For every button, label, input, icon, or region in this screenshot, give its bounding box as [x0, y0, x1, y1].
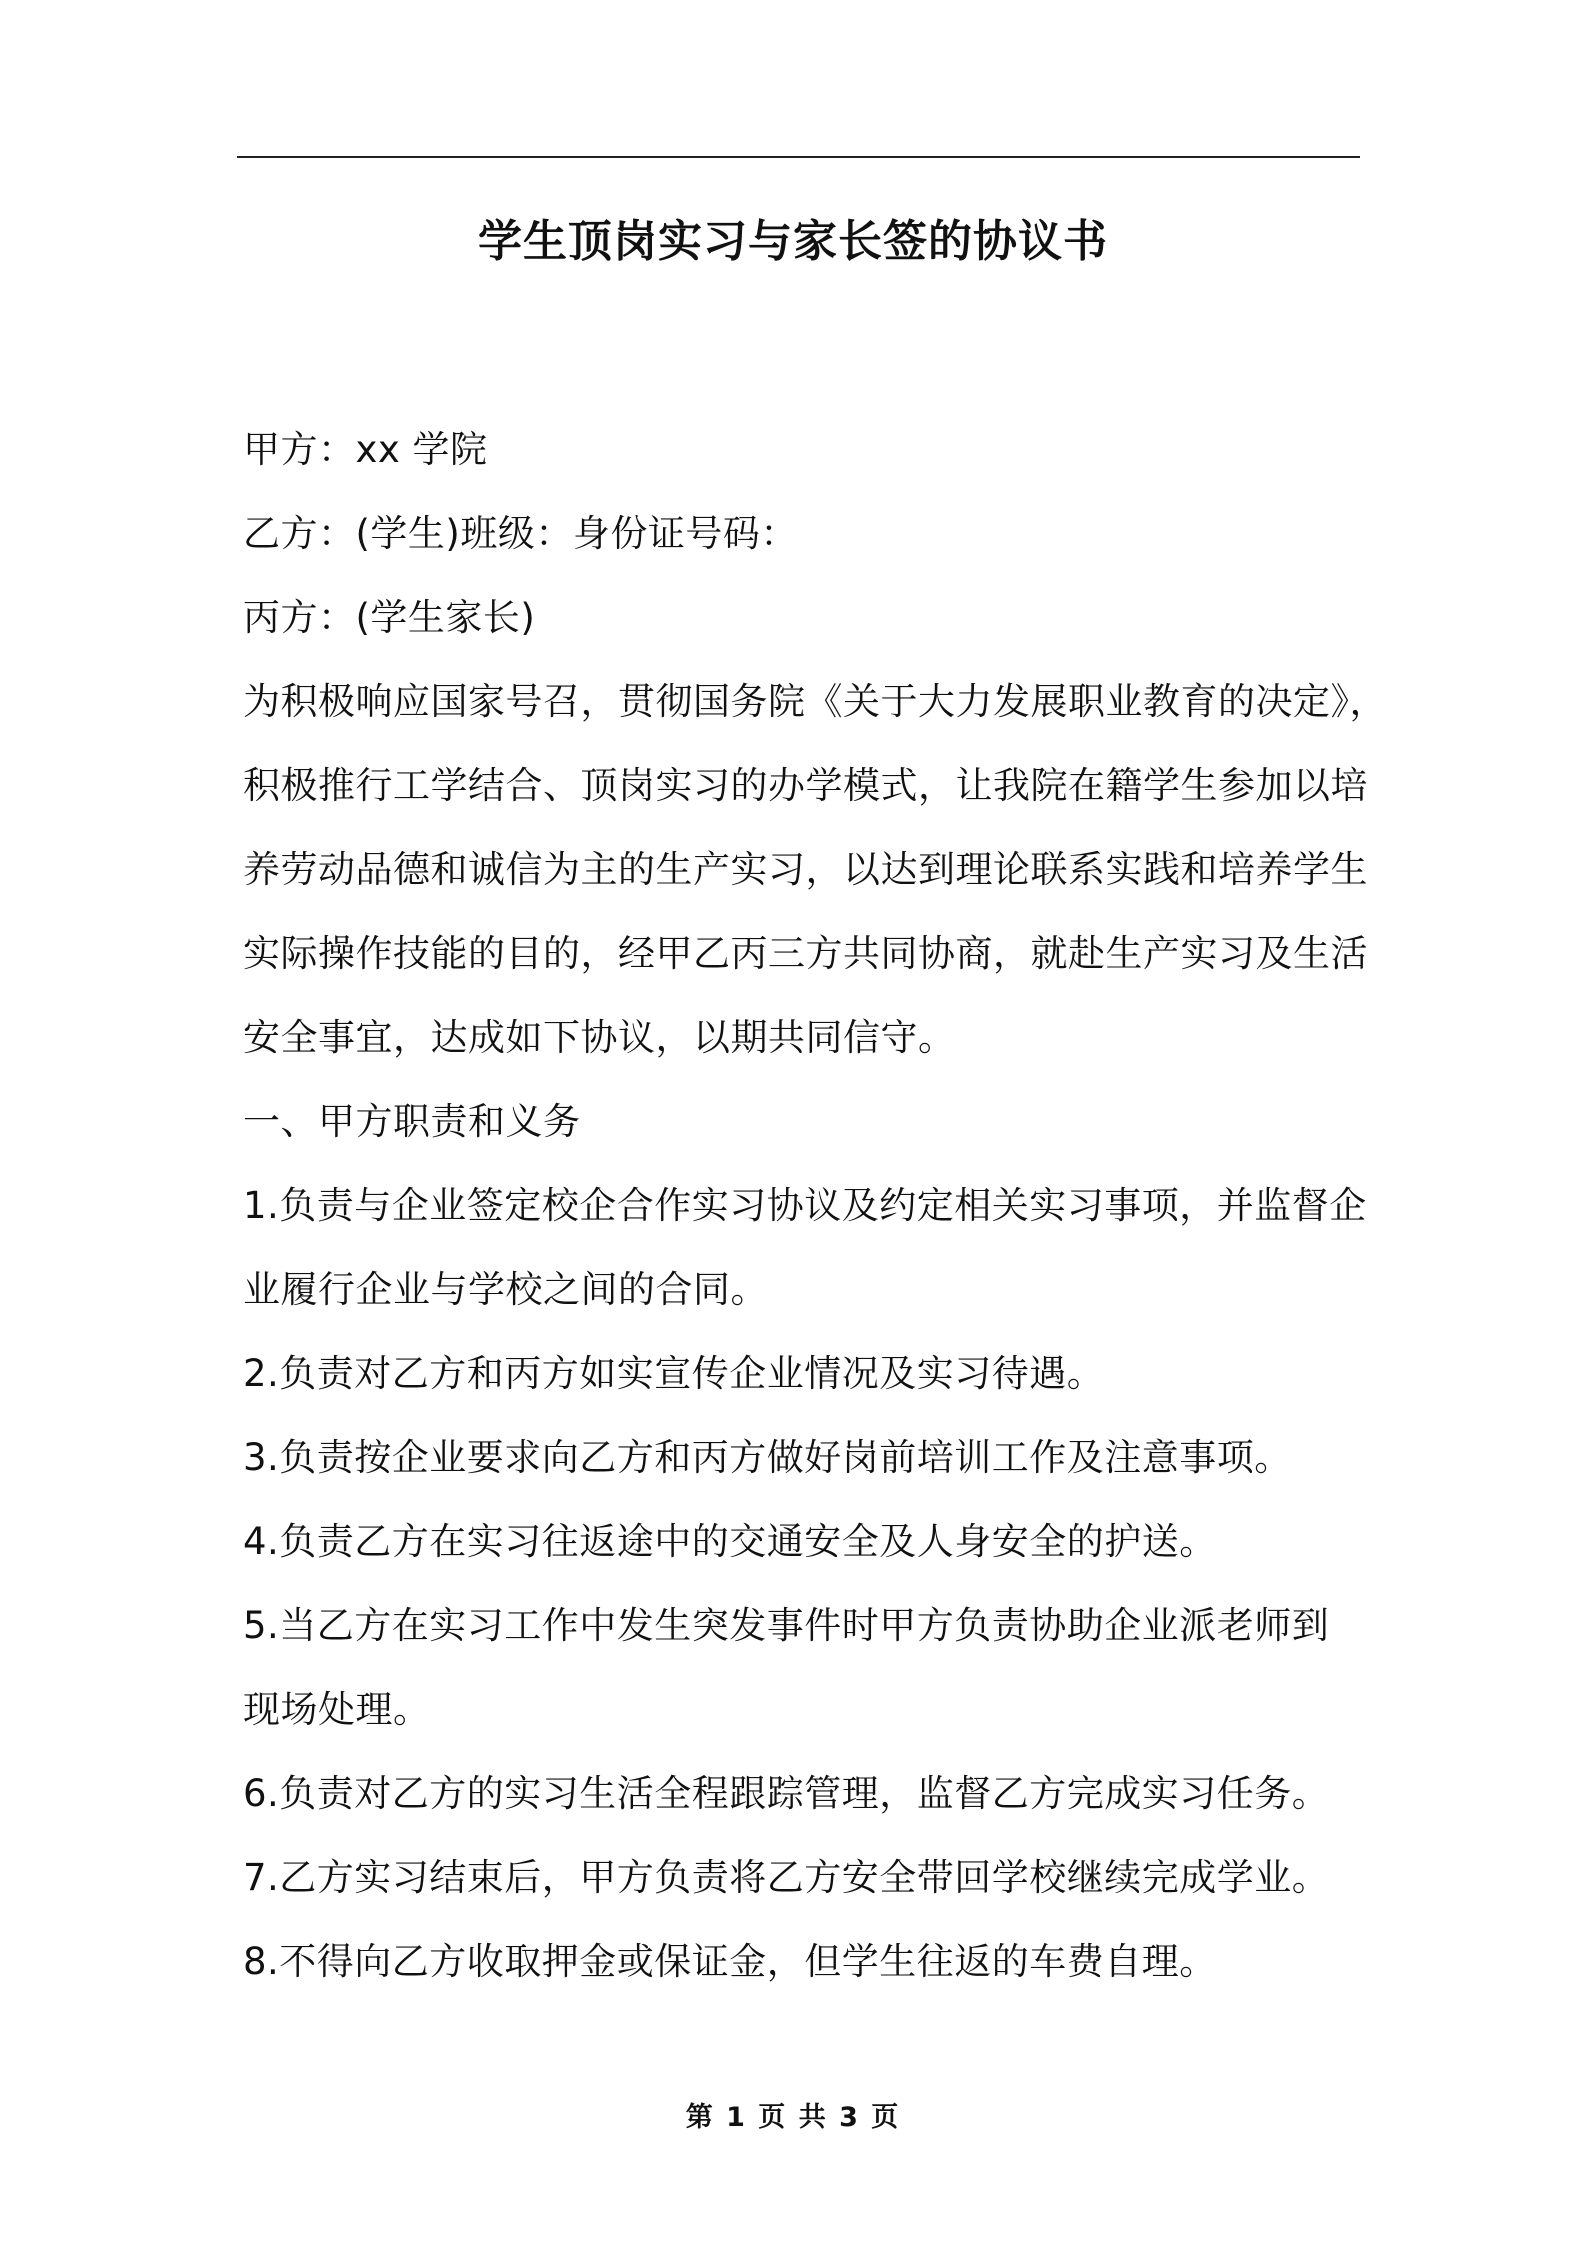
document-body [243, 408, 1387, 2004]
party-a-line: 甲方：xx 学院 [243, 428, 488, 471]
section-heading: 一、甲方职责和义务 [243, 1100, 581, 1143]
clause-line: 5.当乙方在实习工作中发生突发事件时甲方负责协助企业派老师到 [243, 1604, 1330, 1647]
party-b-line: 乙方：(学生)班级：身份证号码： [243, 512, 798, 555]
clause-line: 4.负责乙方在实习往返途中的交通安全及人身安全的护送。 [243, 1520, 1217, 1563]
clause-line: 业履行企业与学校之间的合同。 [243, 1268, 768, 1311]
clause-line: 8.不得向乙方收取押金或保证金，但学生往返的车费自理。 [243, 1940, 1217, 1983]
header-rule [237, 156, 1360, 158]
preamble-line: 安全事宜，达成如下协议，以期共同信守。 [243, 1016, 956, 1059]
clause-line: 3.负责按企业要求向乙方和丙方做好岗前培训工作及注意事项。 [243, 1436, 1292, 1479]
clause-line: 现场处理。 [243, 1688, 431, 1731]
preamble-line: 积极推行工学结合、顶岗实习的办学模式，让我院在籍学生参加以培 [243, 764, 1368, 807]
party-c-line: 丙方：(学生家长) [243, 596, 536, 639]
preamble-line: 为积极响应国家号召，贯彻国务院《关于大力发展职业教育的决定》， [243, 680, 1387, 723]
clause-line: 6.负责对乙方的实习生活全程跟踪管理，监督乙方完成实习任务。 [243, 1772, 1330, 1815]
clause-line: 2.负责对乙方和丙方如实宣传企业情况及实习待遇。 [243, 1352, 1105, 1395]
preamble-line: 养劳动品德和诚信为主的生产实习，以达到理论联系实践和培养学生 [243, 848, 1368, 891]
clause-line: 7.乙方实习结束后，甲方负责将乙方安全带回学校继续完成学业。 [243, 1856, 1330, 1899]
preamble-line: 实际操作技能的目的，经甲乙丙三方共同协商，就赴生产实习及生活 [243, 932, 1368, 975]
document-title: 学生顶岗实习与家长签的协议书 [478, 216, 1108, 267]
page-number-footer: 第 1 页 共 3 页 [685, 2102, 901, 2133]
clause-line: 1.负责与企业签定校企合作实习协议及约定相关实习事项，并监督企 [243, 1184, 1367, 1227]
